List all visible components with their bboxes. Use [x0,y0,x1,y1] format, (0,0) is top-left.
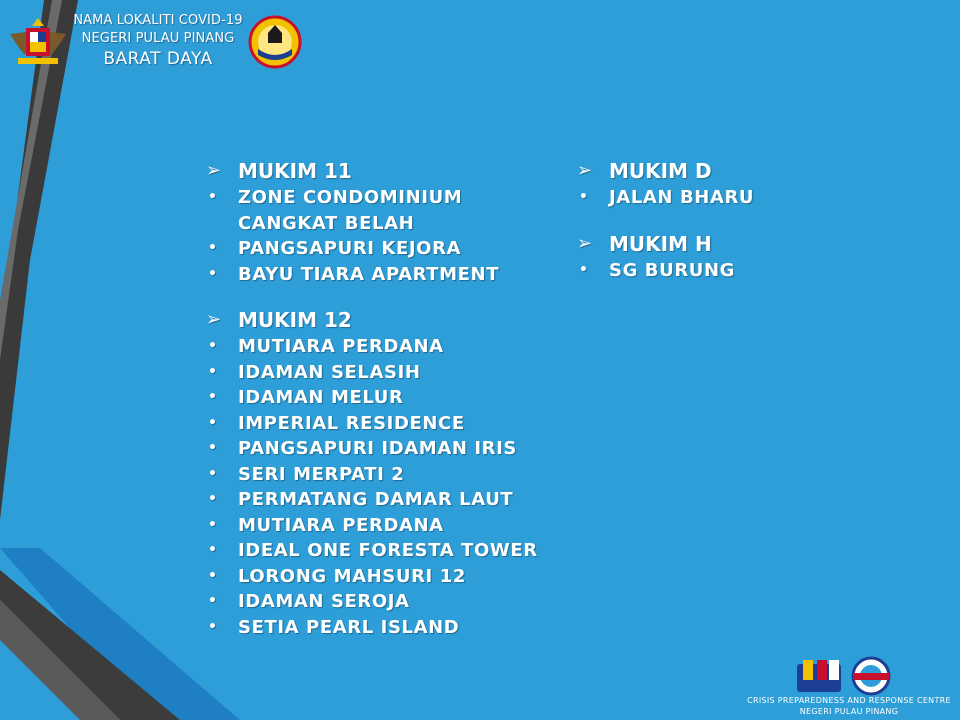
arrow-check-icon: ➢ [577,160,593,181]
footer-line-2: NEGERI PULAU PINANG [799,707,899,716]
footer-line-1: CRISIS PREPAREDNESS AND RESPONSE CENTRE [747,696,951,705]
list-item: • IDEAL ONE FORESTA TOWER [206,538,566,564]
bullet-icon: • [208,440,218,456]
section-mukim-11 [206,157,566,287]
bullet-icon: • [208,542,218,558]
header-title [66,12,250,68]
list-item: • MUTIARA PERDANA [206,334,566,360]
item-list [206,334,566,640]
list-item: • PERMATANG DAMAR LAUT [206,487,566,513]
bullet-icon: • [208,618,218,635]
district-name: BARAT DAYA [103,49,213,69]
bullet-icon: • [579,189,589,205]
bullet-icon: • [208,338,218,354]
list-item: • JALAN BHARU [577,185,877,211]
section-title: MUKIM 12 [238,308,352,332]
list-item: • MUTIARA PERDANA [206,513,566,539]
cprc-logos-icon [795,656,895,696]
list-item: • ZONE CONDOMINIUM CANGKAT BELAH [206,185,566,236]
section-title: MUKIM H [609,231,712,256]
bullet-icon: • [208,240,218,256]
arrow-check-icon: ➢ [206,160,222,181]
state-logo-icon [248,15,302,69]
list-item: • LORONG MAHSURI 12 [206,564,566,590]
list-item: • SERI MERPATI 2 [206,462,566,488]
bullet-icon: • [208,265,218,282]
bullet-icon: • [208,189,218,205]
bullet-icon: • [208,465,218,482]
bullet-icon: • [208,593,218,609]
header-line-2: NEGERI PULAU PINANG [81,31,235,46]
arrow-check-icon: ➢ [206,309,222,330]
list-item: • PANGSAPURI IDAMAN IRIS [206,436,566,462]
item-list [577,258,877,284]
list-item: • IMPERIAL RESIDENCE [206,411,566,437]
list-item: • IDAMAN SEROJA [206,589,566,615]
bullet-icon: • [208,414,218,431]
list-item: • IDAMAN MELUR [206,385,566,411]
bullet-icon: • [208,567,218,584]
bullet-icon: • [208,516,218,533]
section-title: MUKIM D [609,159,712,183]
section-mukim-12 [206,306,566,640]
item-list [577,185,877,211]
left-column [206,157,566,659]
section-title: MUKIM 11 [238,159,352,183]
item-list [206,185,566,287]
coat-of-arms-icon [6,14,70,70]
section-mukim-h [577,230,877,284]
bullet-icon: • [579,261,589,278]
footer-text [738,695,960,717]
bullet-icon: • [208,389,218,405]
bullet-icon: • [208,363,218,380]
header-line-1: NAMA LOKALITI COVID-19 [73,13,243,28]
section-mukim-d [577,157,877,211]
list-item: • SG BURUNG [577,258,877,284]
right-column [577,157,877,302]
list-item: • IDAMAN SELASIH [206,360,566,386]
list-item: • SETIA PEARL ISLAND [206,615,566,641]
bullet-icon: • [208,491,218,507]
list-item: • BAYU TIARA APARTMENT [206,262,566,288]
list-item: • PANGSAPURI KEJORA [206,236,566,262]
arrow-check-icon: ➢ [577,232,593,254]
